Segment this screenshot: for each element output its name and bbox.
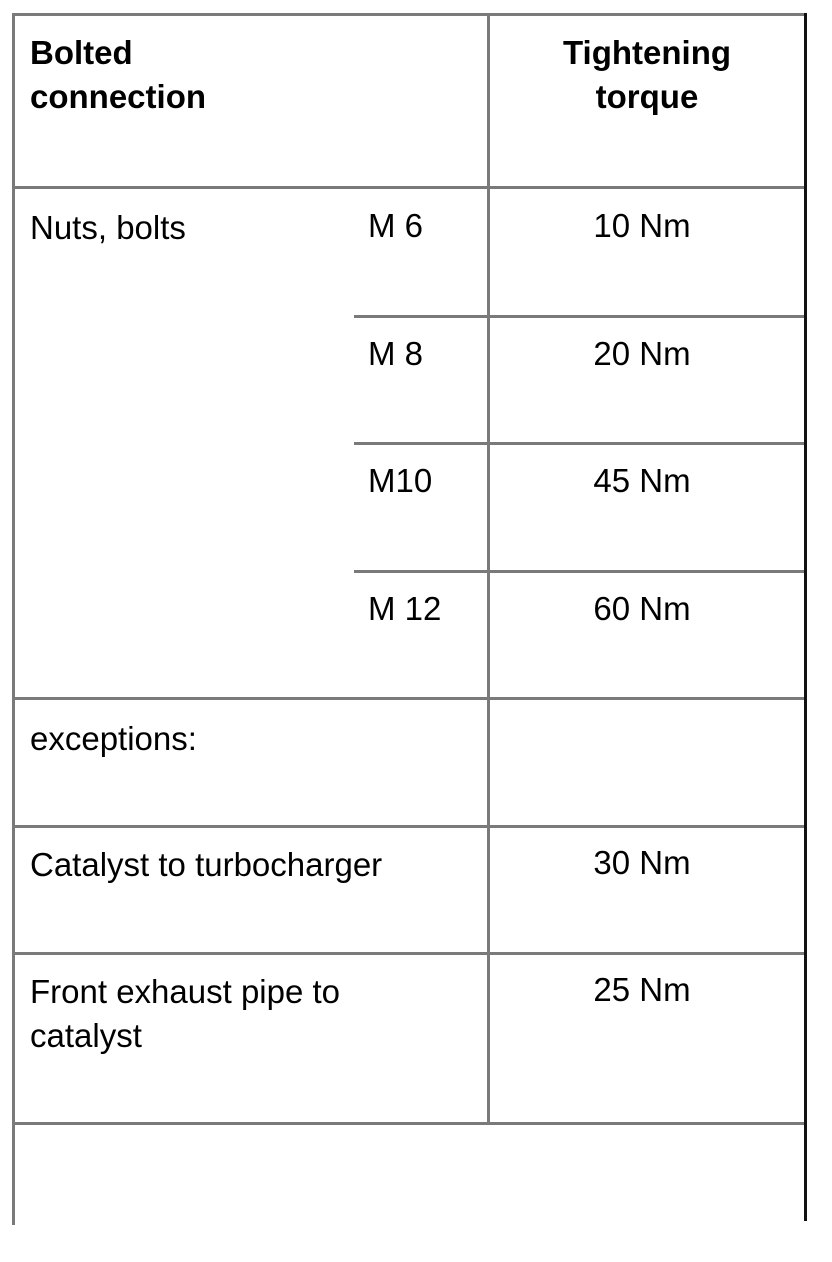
nuts-bolts-label: Nuts, bolts bbox=[30, 209, 186, 246]
exception-catalyst-label: Catalyst to turbocharger bbox=[30, 846, 383, 883]
row-divider-m8 bbox=[354, 315, 806, 318]
exception-front-pipe-torque: 25 Nm bbox=[593, 971, 691, 1008]
header-col1-line2: connection bbox=[30, 78, 207, 115]
header-col2-line1: Tightening bbox=[562, 34, 732, 71]
row-divider-bottom bbox=[12, 1122, 806, 1125]
header-tightening-torque bbox=[490, 34, 804, 116]
exceptions-label: exceptions: bbox=[30, 720, 197, 757]
exception-front-pipe-label bbox=[30, 973, 340, 1055]
size-m6: M 6 bbox=[368, 207, 424, 244]
exception-catalyst-torque: 30 Nm bbox=[593, 844, 691, 881]
table-right-border bbox=[804, 13, 807, 1221]
size-m10: M10 bbox=[368, 462, 433, 499]
row-divider-m12 bbox=[354, 570, 806, 573]
exception-front-pipe-line1: Front exhaust pipe to bbox=[30, 973, 341, 1010]
size-m12: M 12 bbox=[368, 590, 442, 627]
torque-m6: 10 Nm bbox=[593, 207, 691, 244]
row-divider-exceptions bbox=[12, 697, 806, 700]
row-divider-m10 bbox=[354, 442, 806, 445]
header-bolted-connection bbox=[30, 34, 206, 116]
header-col2-line2: torque bbox=[595, 78, 699, 115]
column-divider bbox=[487, 13, 490, 1125]
torque-m8: 20 Nm bbox=[593, 335, 691, 372]
table-left-border bbox=[12, 13, 15, 1225]
torque-m10: 45 Nm bbox=[593, 462, 691, 499]
exception-front-pipe-line2: catalyst bbox=[30, 1017, 142, 1054]
header-col1-line1: Bolted bbox=[30, 34, 133, 71]
header-bottom-border bbox=[12, 186, 806, 189]
size-m8: M 8 bbox=[368, 335, 424, 372]
torque-m12: 60 Nm bbox=[593, 590, 691, 627]
table-top-border bbox=[12, 13, 806, 16]
row-divider-catalyst bbox=[12, 825, 806, 828]
row-divider-front-pipe bbox=[12, 952, 806, 955]
